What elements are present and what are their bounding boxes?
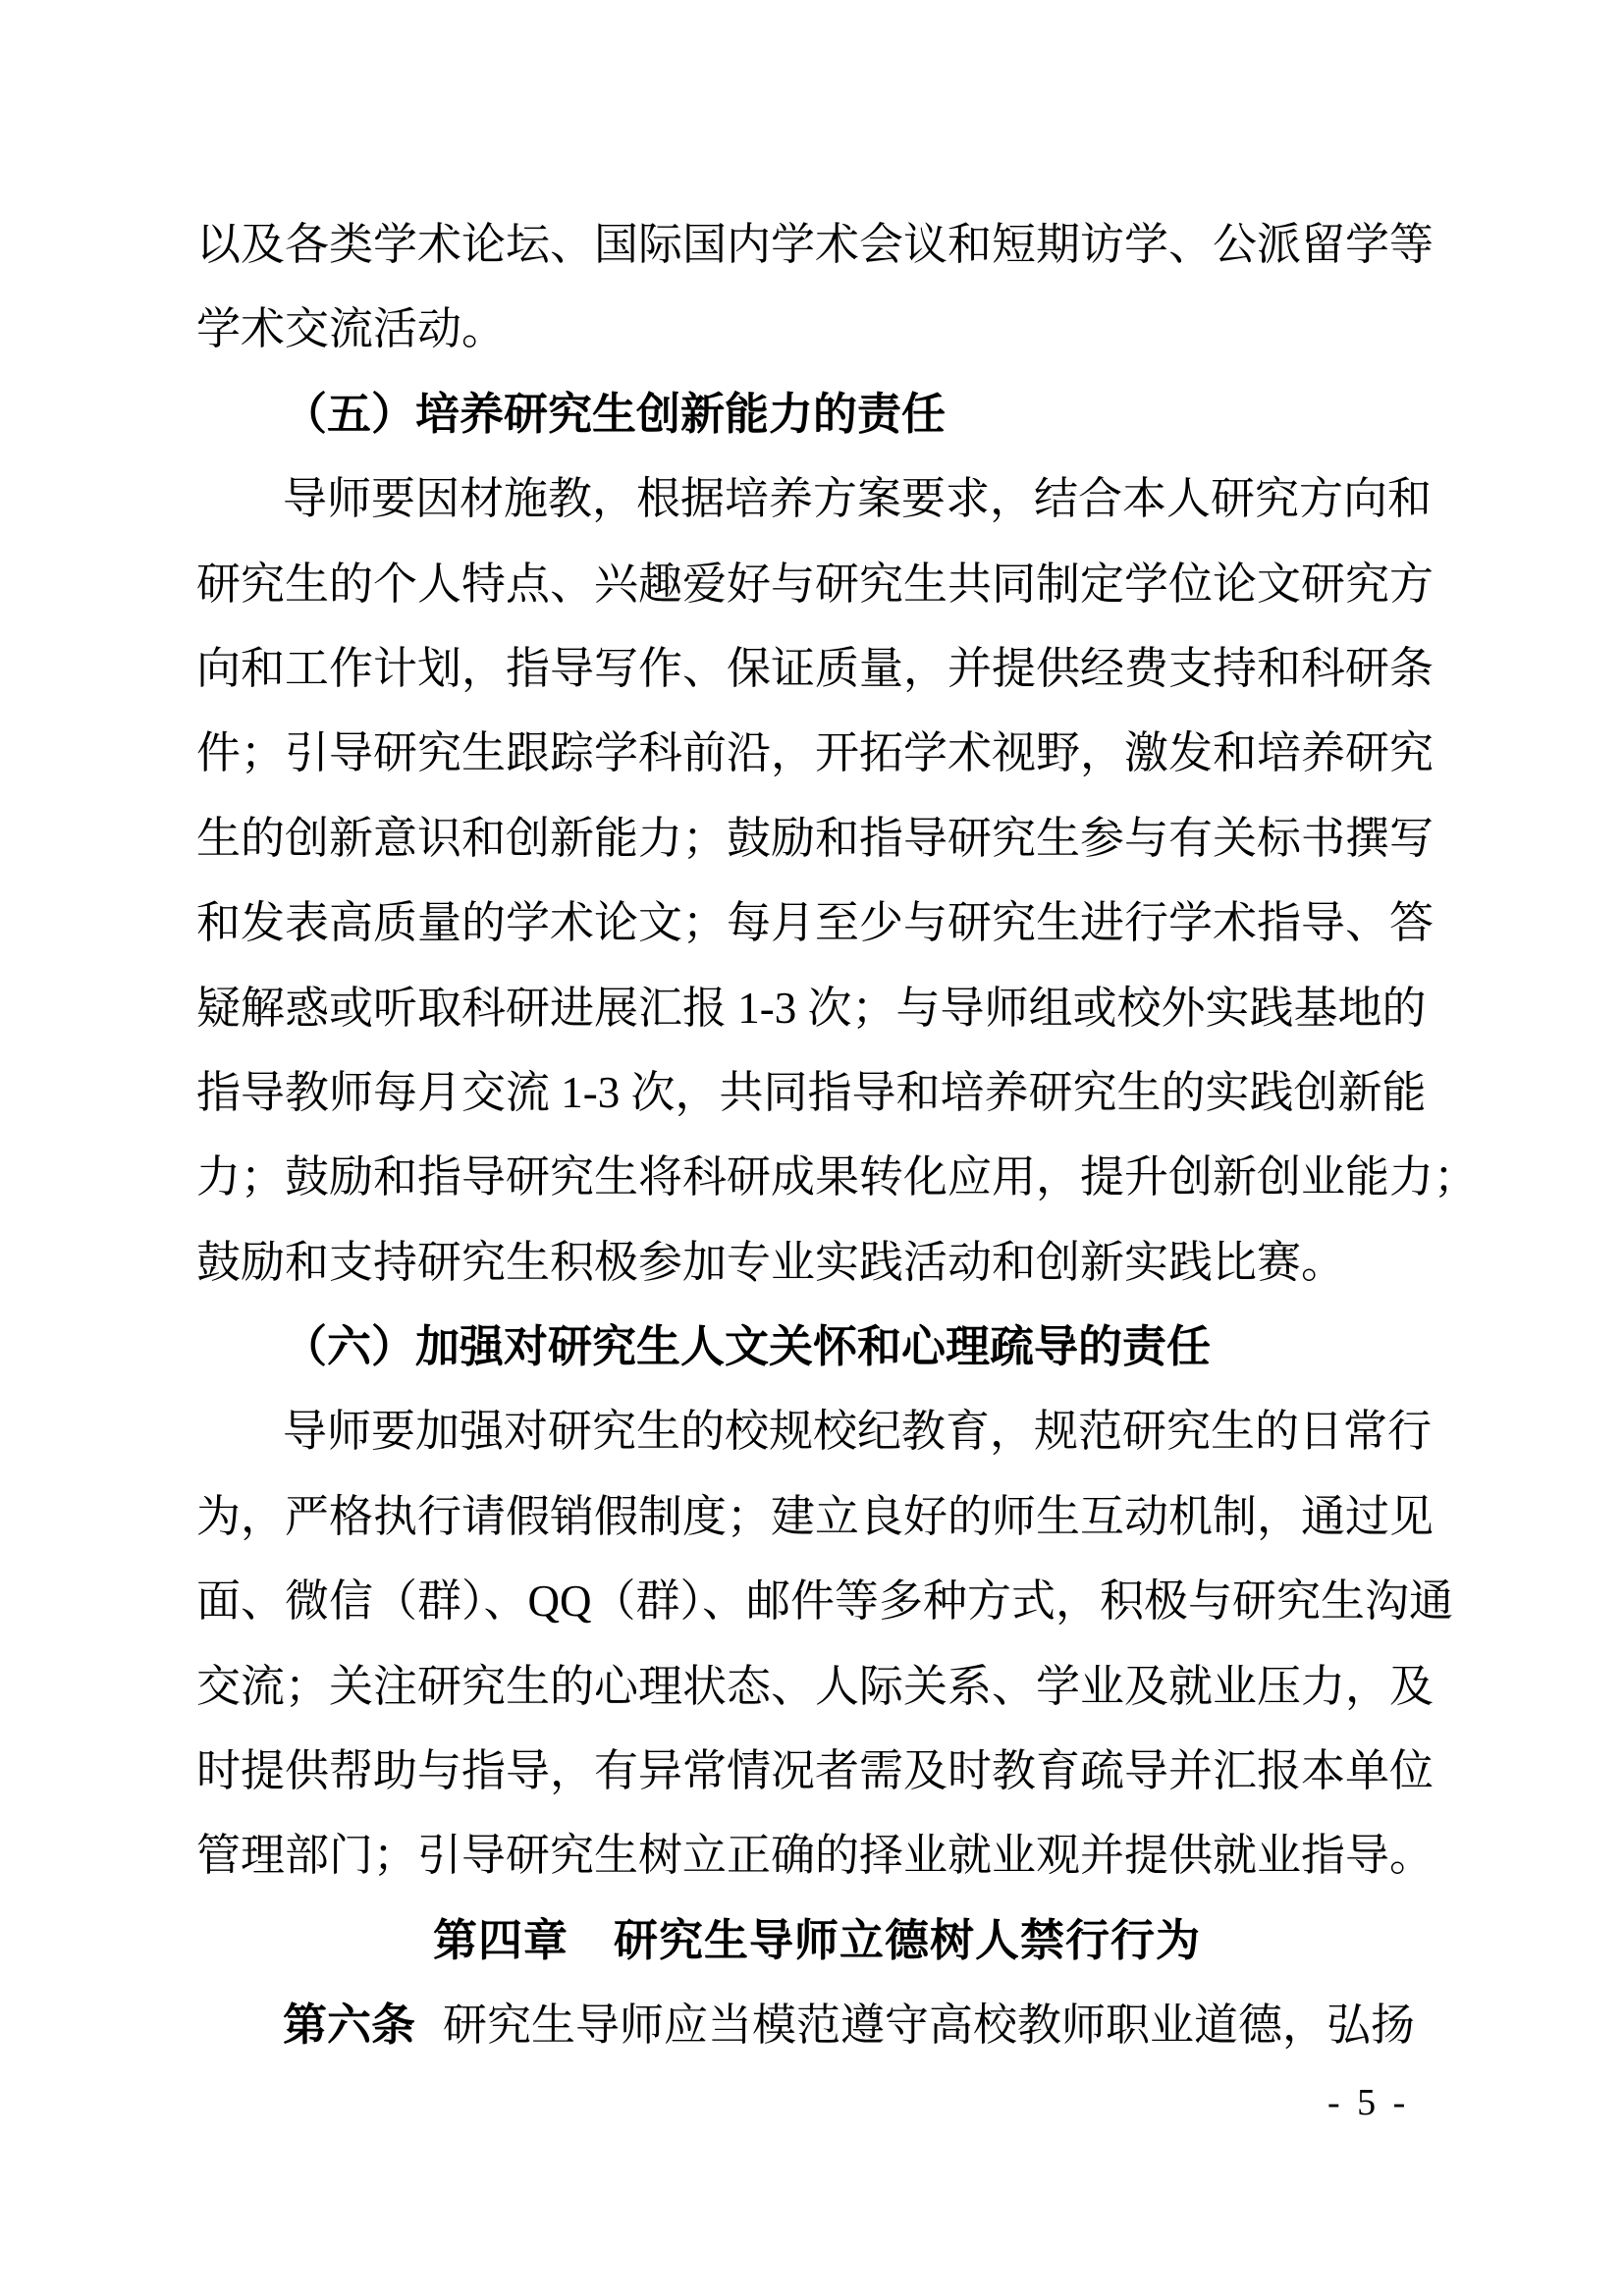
text-line: 学术交流活动。	[196, 304, 507, 354]
article-6-text: 研究生导师应当模范遵守高校教师职业道德，弘扬	[443, 2001, 1416, 2051]
text-line: 面、微信（群）、QQ（群）、邮件等多种方式，积极与研究生沟通	[196, 1576, 1453, 1627]
text-line: 和发表高质量的学术论文；每月至少与研究生进行学术指导、答	[196, 898, 1435, 948]
article-6-line	[196, 1983, 1437, 2067]
section-heading-5: （五）培养研究生创新能力的责任	[283, 389, 947, 439]
text-line: 导师要因材施教，根据培养方案要求，结合本人研究方向和	[283, 474, 1433, 524]
page-number: - 5 -	[1327, 2082, 1410, 2123]
text-line: 向和工作计划，指导写作、保证质量，并提供经费支持和科研条	[196, 643, 1435, 693]
text-line: 件；引导研究生跟踪学科前沿，开拓学术视野，激发和培养研究	[196, 728, 1435, 778]
article-6-label: 第六条	[283, 2000, 416, 2051]
text-line: 以及各类学术论坛、国际国内学术会议和短期访学、公派留学等	[196, 220, 1435, 269]
text-line: 为，严格执行请假销假制度；建立良好的师生互动机制，通过见	[196, 1491, 1435, 1541]
text-line: 指导教师每月交流 1-3 次，共同指导和培养研究生的实践创新能	[196, 1067, 1427, 1117]
text-line: 鼓励和支持研究生积极参加专业实践活动和创新实践比赛。	[196, 1237, 1346, 1287]
text-line: 力；鼓励和指导研究生将科研成果转化应用，提升创新创业能力；	[196, 1152, 1479, 1202]
chapter-heading: 第四章 研究生导师立德树人禁行行为	[432, 1914, 1201, 1965]
text-line: 疑解惑或听取科研进展汇报 1-3 次；与导师组或校外实践基地的	[196, 983, 1427, 1033]
text-line: 时提供帮助与指导，有异常情况者需及时教育疏导并汇报本单位	[196, 1746, 1435, 1796]
text-line: 生的创新意识和创新能力；鼓励和指导研究生参与有关标书撰写	[196, 813, 1435, 863]
text-line: 交流；关注研究生的心理状态、人际关系、学业及就业压力，及	[196, 1661, 1435, 1711]
document-text-block	[196, 202, 1479, 2068]
text-line: 管理部门；引导研究生树立正确的择业就业观并提供就业指导。	[196, 1831, 1435, 1881]
text-line: 研究生的个人特点、兴趣爱好与研究生共同制定学位论文研究方	[196, 559, 1435, 609]
section-heading-6: （六）加强对研究生人文关怀和心理疏导的责任	[283, 1322, 1212, 1372]
text-line: 导师要加强对研究生的校规校纪教育，规范研究生的日常行	[283, 1407, 1433, 1457]
